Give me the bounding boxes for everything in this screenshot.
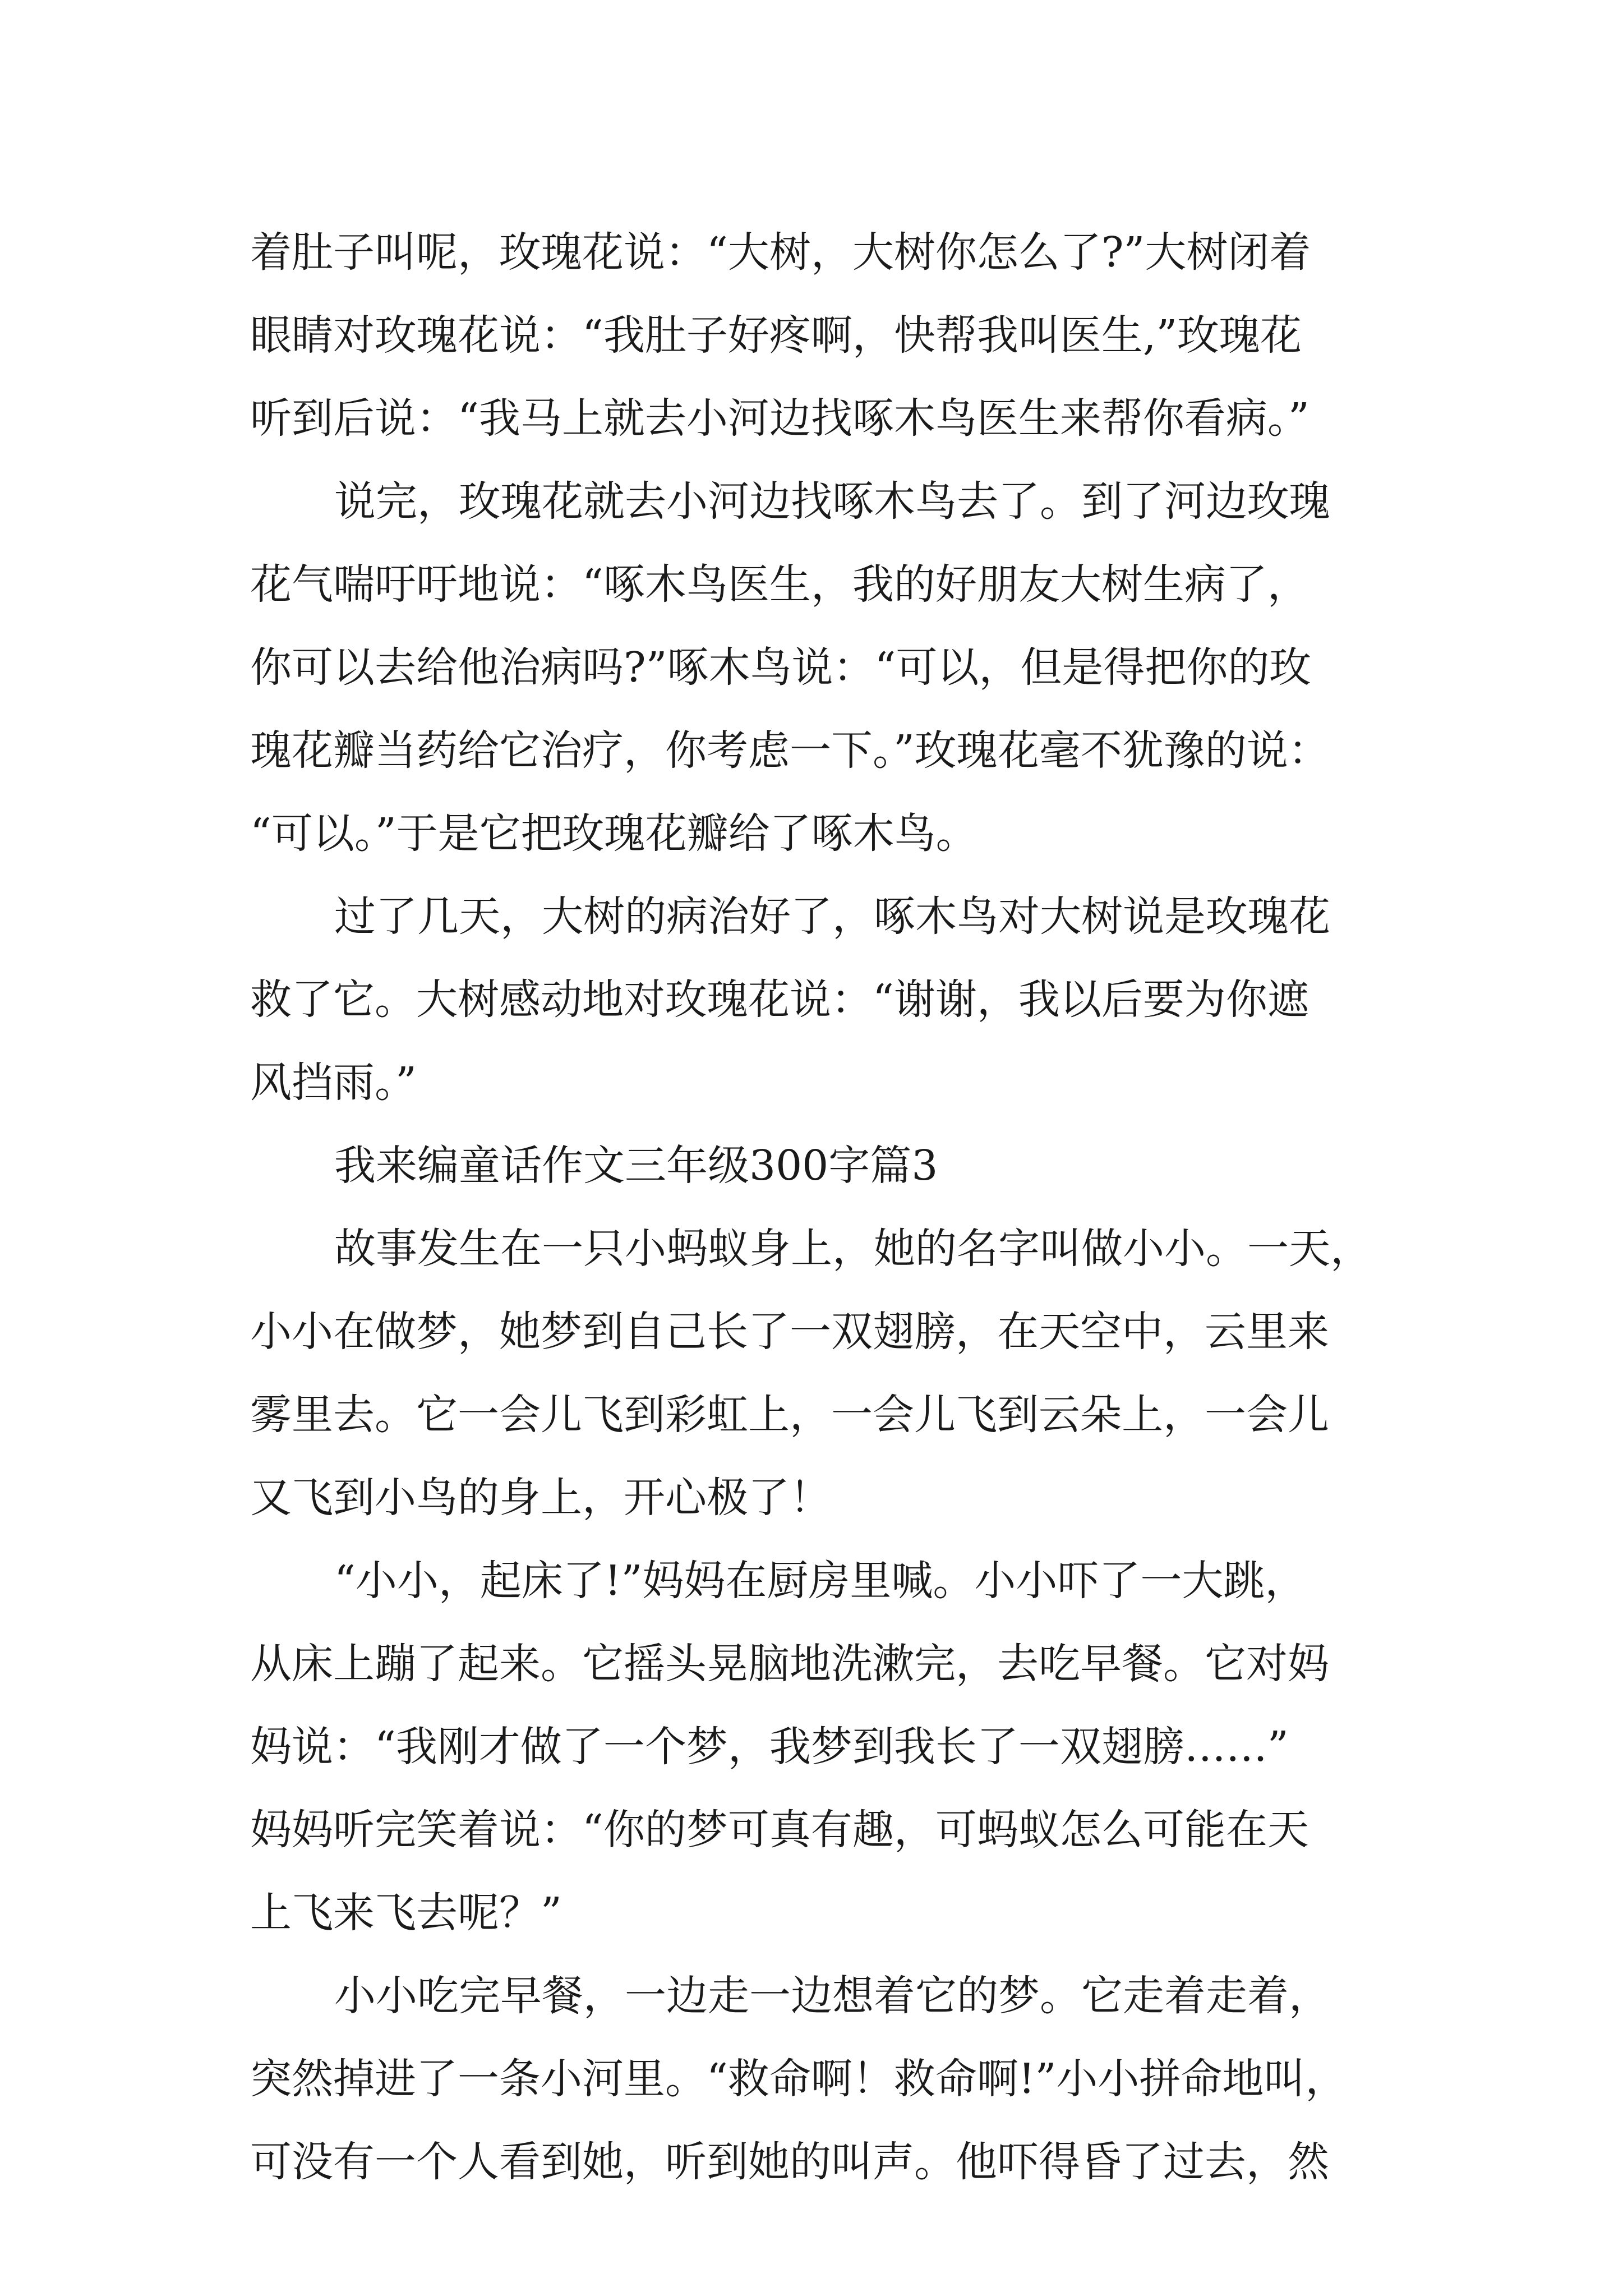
text-line: “可以。”于是它把玫瑰花瓣给了啄木鸟。 [250, 809, 978, 858]
text-line: 妈妈听完笑着说：“你的梦可真有趣，可蚂蚁怎么可能在天 [250, 1806, 1309, 1854]
text-line: 妈说：“我刚才做了一个梦，我梦到我长了一双翅膀……” [250, 1723, 1289, 1771]
paragraph-start-line: 过了几天，大树的病治好了，啄木鸟对大树说是玫瑰花 [334, 892, 1330, 941]
document-body [250, 211, 1461, 2203]
text-line: 上飞来飞去呢？” [250, 1889, 562, 1937]
paragraph-start-line: “小小，起床了!”妈妈在厨房里喊。小小吓了一大跳， [334, 1557, 1307, 1605]
text-line: 你可以去给他治病吗?”啄木鸟说：“可以，但是得把你的玫 [250, 643, 1311, 692]
text-line: 听到后说：“我马上就去小河边找啄木鸟医生来帮你看病。” [250, 394, 1310, 443]
text-line: 风挡雨。” [250, 1059, 417, 1107]
paragraph-start-line: 小小吃完早餐，一边走一边想着它的梦。它走着走着， [334, 1972, 1330, 2020]
text-line: 花气喘吁吁地说：“啄木鸟医生，我的好朋友大树生病了， [250, 560, 1309, 609]
text-line: 可没有一个人看到她，听到她的叫声。他吓得昏了过去，然 [250, 2138, 1329, 2186]
section-heading: 我来编童话作文三年级300字篇3 [334, 1142, 938, 1190]
text-line: 眼睛对玫瑰花说：“我肚子好疼啊，快帮我叫医生,”玫瑰花 [250, 311, 1302, 360]
text-line: 突然掉进了一条小河里。“救命啊！救命啊!”小小拼命地叫， [250, 2055, 1347, 2103]
paragraph-start-line: 故事发生在一只小蚂蚁身上，她的名字叫做小小。一天， [334, 1225, 1372, 1273]
paragraph-start-line: 说完，玫瑰花就去小河边找啄木鸟去了。到了河边玫瑰 [334, 477, 1330, 526]
text-line: 又飞到小鸟的身上，开心极了！ [250, 1474, 831, 1522]
text-line: 着肚子叫呢，玫瑰花说：“大树，大树你怎么了?”大树闭着 [250, 228, 1311, 277]
text-line: 从床上蹦了起来。它摇头晃脑地洗漱完，去吃早餐。它对妈 [250, 1640, 1329, 1688]
text-line: 雾里去。它一会儿飞到彩虹上，一会儿飞到云朵上，一会儿 [250, 1391, 1329, 1439]
text-line: 瑰花瓣当药给它治疗，你考虑一下。”玫瑰花毫不犹豫的说： [250, 726, 1330, 775]
text-line: 救了它。大树感动地对玫瑰花说：“谢谢，我以后要为你遮 [250, 976, 1309, 1024]
text-line: 小小在做梦，她梦到自己长了一双翅膀，在天空中，云里来 [250, 1308, 1329, 1356]
